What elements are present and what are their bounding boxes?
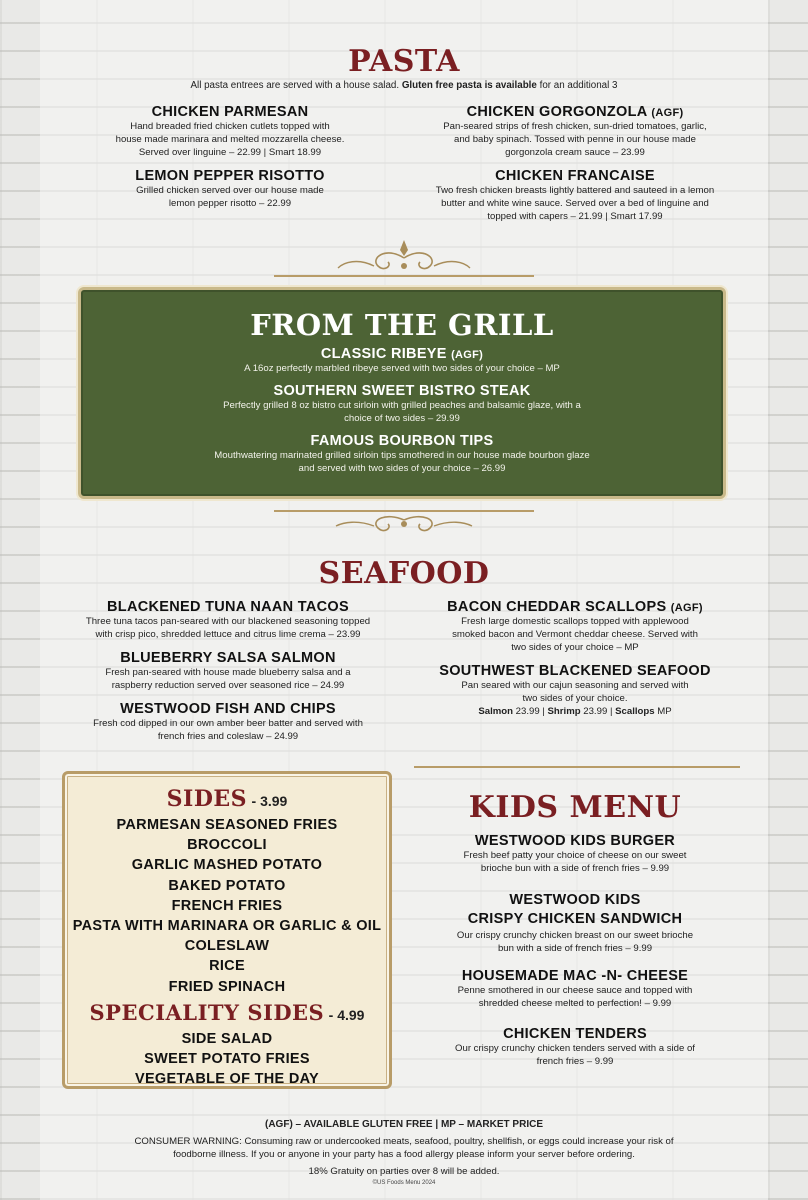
dish-name: CHICKEN TENDERS [503, 1026, 647, 1042]
menu-item [410, 968, 740, 1010]
menu-item [81, 383, 723, 425]
dish-desc-line: two sides of your choice. [522, 693, 628, 704]
side-item: SIDE SALAD [181, 1030, 273, 1047]
dish-desc-line: choice of two sides – 29.99 [344, 413, 460, 424]
dish-desc-line: Three tuna tacos pan-seared with our blackened seasoning topped [85, 616, 371, 627]
dish-desc-line: french fries – 9.99 [536, 1056, 614, 1067]
side-item: BROCCOLI [187, 837, 267, 854]
dish-name: BLACKENED TUNA NAAN TACOS [107, 599, 349, 615]
copyright-note: ©US Foods Menu 2024 [372, 1180, 436, 1186]
dish-desc-line: gorgonzola cream sauce – 23.99 [505, 147, 645, 158]
separator: | [609, 706, 613, 717]
dish-name: BLUEBERRY SALSA SALMON [120, 650, 336, 666]
dish-desc-line: raspberry reduction served over seasoned rice – 24.99 [111, 680, 345, 691]
flourish-ornament [274, 236, 534, 280]
menu-item [410, 663, 740, 718]
side-item: VEGETABLE OF THE DAY [134, 1071, 320, 1088]
consumer-warning-line: foodborne illness. If you or anyone in your party has a food allergy please inform your server before ordering. [173, 1149, 635, 1160]
side-item: GARLIC MASHED POTATO [131, 857, 323, 874]
dish-name: LEMON PEPPER RISOTTO [135, 168, 325, 184]
dish-desc-line: Fresh cod dipped in our own amber beer batter and served with [93, 718, 363, 729]
menu-item [410, 891, 740, 955]
grill-section [78, 287, 726, 499]
separator: | [542, 706, 545, 717]
menu-item [62, 701, 394, 743]
dish-desc-line: Mouthwatering marinated grilled sirloin tips smothered in our house made bourbon glaze [214, 450, 590, 461]
dish-desc-line: Hand breaded fried chicken cutlets topped with [130, 121, 330, 132]
dish-desc-line: with crisp pico, shredded lettuce and citrus lime crema – 23.99 [95, 629, 361, 640]
pasta-note-bold: Gluten free pasta is available [401, 80, 537, 91]
dish-desc-line: lemon pepper risotto – 22.99 [168, 198, 292, 209]
dish-name: WESTWOOD KIDS [509, 892, 641, 908]
menu-item [80, 104, 380, 159]
menu-item [62, 650, 394, 692]
dish-desc-line: Pan-seared strips of fresh chicken, sun-dried tomatoes, garlic, [443, 121, 707, 132]
dish-desc-line: and served with two sides of your choice – 26.99 [298, 463, 506, 474]
scallops-price: MP [657, 706, 672, 717]
salmon-price: 23.99 [515, 706, 540, 717]
pasta-title: PASTA [348, 44, 460, 79]
dish-desc-line: Grilled chicken served over our house made [136, 185, 324, 196]
dish-name-text: CHICKEN GORGONZOLA [466, 104, 648, 120]
side-item: RICE [209, 958, 245, 975]
side-item: SWEET POTATO FRIES [144, 1051, 310, 1068]
dish-desc-line: shredded cheese melted to perfection! – 9.99 [478, 998, 672, 1009]
dish-desc-line: smoked bacon and Vermont cheddar cheese. Served with [452, 629, 698, 640]
dish-name-text: CLASSIC RIBEYE [320, 346, 447, 362]
dish-name-text: BACON CHEDDAR SCALLOPS [447, 599, 667, 615]
agf-tag: (AGF) [651, 107, 684, 119]
dish-desc-line: Perfectly grilled 8 oz bistro cut sirloin with grilled peaches and balsamic glaze, with a [223, 400, 581, 411]
dish-desc-line: Fresh pan-seared with house made blueberry salsa and a [105, 667, 351, 678]
salmon-label: Salmon [478, 706, 513, 717]
dish-desc-line: Fresh large domestic scallops topped with applewood [461, 616, 689, 627]
pasta-note [0, 80, 808, 91]
dish-name: WESTWOOD FISH AND CHIPS [120, 701, 336, 717]
side-item: PASTA WITH MARINARA OR GARLIC & OIL [72, 918, 382, 935]
side-item: PARMESAN SEASONED FRIES [116, 817, 338, 833]
pasta-note-post: for an additional 3 [539, 80, 618, 91]
menu-item [410, 104, 740, 159]
gratuity-note: 18% Gratuity on parties over 8 will be added. [308, 1166, 500, 1177]
dish-desc-line: bun with a side of french fries – 9.99 [497, 943, 653, 954]
sides-section [62, 771, 392, 1089]
dish-name: SOUTHWEST BLACKENED SEAFOOD [439, 663, 711, 679]
dish-desc-line: Pan seared with our cajun seasoning and served with [461, 680, 689, 691]
dish-desc-line: and baby spinach. Tossed with penne in our house made [454, 134, 696, 145]
menu-item [81, 433, 723, 475]
side-item: FRIED SPINACH [168, 978, 286, 995]
speciality-sides-heading [65, 1000, 389, 1029]
dish-desc-line: butter and white wine sauce. Served over a bed of linguine and [441, 198, 709, 209]
side-item: BAKED POTATO [168, 877, 286, 894]
menu-item [80, 168, 380, 210]
dish-name: FAMOUS BOURBON TIPS [310, 433, 494, 449]
dish-name [81, 346, 723, 362]
seafood-price-line [410, 705, 740, 718]
menu-item [410, 599, 740, 654]
sides-heading [65, 786, 389, 815]
menu-item [62, 599, 394, 641]
dish-desc-line: Served over linguine – 22.99 | Smart 18.99 [138, 147, 322, 158]
footer-legend: (AGF) – AVAILABLE GLUTEN FREE | MP – MARKET PRICE [265, 1119, 543, 1130]
speciality-sides-title: SPECIALITY SIDES [89, 999, 325, 1025]
dish-desc-line: Penne smothered in our cheese sauce and topped with [457, 985, 693, 996]
dish-desc-line: Two fresh chicken breasts lightly battered and sauteed in a lemon [435, 185, 715, 196]
menu-item [410, 168, 740, 223]
menu-item [410, 1026, 740, 1068]
grill-title: FROM THE GRILL [250, 308, 554, 342]
dish-name: CHICKEN FRANCAISE [495, 168, 655, 184]
shrimp-price: 23.99 [583, 706, 608, 717]
dish-name [410, 599, 740, 615]
dish-desc-line: topped with capers – 21.99 | Smart 17.99 [487, 211, 663, 222]
dish-name: SOUTHERN SWEET BISTRO STEAK [273, 383, 531, 399]
side-item: COLESLAW [184, 938, 270, 955]
divider-line [414, 766, 740, 768]
dish-desc-line: Fresh beef patty your choice of cheese on our sweet [463, 850, 687, 861]
kids-title: KIDS MENU [468, 790, 682, 825]
agf-tag: (AGF) [670, 602, 703, 614]
dish-desc-line: Our crispy crunchy chicken breast on our sweet brioche [456, 930, 694, 941]
menu-item [410, 833, 740, 875]
dish-name: HOUSEMADE MAC -N- CHEESE [461, 968, 689, 984]
dish-desc-line: Our crispy crunchy chicken tenders served with a side of [455, 1043, 695, 1054]
dish-name: CRISPY CHICKEN SANDWICH [467, 911, 683, 927]
flourish-ornament [274, 508, 534, 540]
sides-title: SIDES [166, 786, 248, 812]
sides-price: - 3.99 [251, 793, 288, 809]
side-item: FRENCH FRIES [171, 897, 283, 914]
pasta-note-pre: All pasta entrees are served with a house salad. [190, 80, 400, 91]
speciality-sides-price: - 4.99 [328, 1006, 365, 1023]
seafood-title: SEAFOOD [318, 556, 490, 591]
dish-desc-line: house made marinara and melted mozzarella cheese. [115, 134, 345, 145]
shrimp-label: Shrimp [547, 706, 581, 717]
consumer-warning-line: CONSUMER WARNING: Consuming raw or undercooked meats, seafood, poultry, shellfish, or eggs could increase your risk of [134, 1136, 674, 1147]
dish-desc-line: two sides of your choice – MP [511, 642, 639, 653]
dish-name: CHICKEN PARMESAN [151, 104, 309, 120]
dish-name [410, 104, 740, 120]
dish-desc-line: brioche bun with a side of french fries – 9.99 [480, 863, 670, 874]
dish-desc-line: A 16oz perfectly marbled ribeye served with two sides of your choice – MP [244, 363, 560, 374]
dish-name: WESTWOOD KIDS BURGER [474, 833, 676, 849]
menu-item [81, 346, 723, 375]
agf-tag: (AGF) [451, 349, 484, 361]
dish-desc-line: french fries and coleslaw – 24.99 [157, 731, 299, 742]
scallops-label: Scallops [615, 706, 655, 717]
